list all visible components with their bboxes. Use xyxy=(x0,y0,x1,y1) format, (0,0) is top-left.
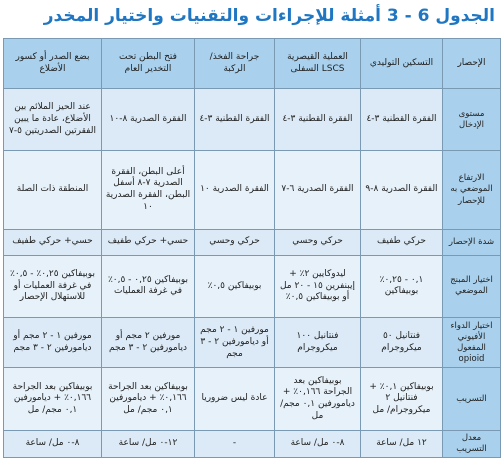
table-cell: المنطقة ذات الصلة xyxy=(4,151,102,229)
column-header-hip-knee-surgery: جراحة الفخذ/ الركبة xyxy=(195,39,275,89)
table-cell: حركي طفيف xyxy=(361,229,443,255)
table-cell: فنتانيل ١٠٠ ميكروجرام xyxy=(275,318,361,368)
row-header-block-height: الارتفاع الموضعي به للإحصار xyxy=(443,151,501,229)
table-cell: الفقرة القطنية ٣-٤ xyxy=(195,89,275,151)
table-cell: بوبيفاكين بعد الجراحة ٠,١٦٦٪ + ديامورفين ٠,١ مجم/ مل xyxy=(102,368,195,430)
row-header-infusion-rate: معدل التسريب xyxy=(443,430,501,457)
table-cell: حركي وحسي xyxy=(195,229,275,255)
row-header-opioid: اختيار الدواء الأفيوني المفعول opioid xyxy=(443,318,501,368)
column-header-laparotomy: فتح البطن تحت التخدير العام xyxy=(102,39,195,89)
table-cell: ١٢-٠ مل/ ساعة xyxy=(102,430,195,457)
table-cell: بوبيفاكين ٠,٢٥ - ٠,٥٪ في غرفة العمليات xyxy=(102,255,195,317)
table-cell: الفقرة الصدرية ١٠ xyxy=(195,151,275,229)
table-cell: حركي وحسي xyxy=(275,229,361,255)
table-cell: - xyxy=(195,430,275,457)
table-cell: مورفين ٢ مجم أو ديامورفين ٢ - ٣ مجم xyxy=(102,318,195,368)
table-cell: مورفين ١ - ٢ مجم أو ديامورفين ٢ - ٣ مجم xyxy=(195,318,275,368)
table-cell: عادة ليس ضروريا xyxy=(195,368,275,430)
table-cell: ٨-٠ مل/ ساعة xyxy=(275,430,361,457)
table-cell: الفقرة الصدرية ٨-١٠ xyxy=(102,89,195,151)
table-cell: بوبيفاكين ٠,٢٥٪ - ٠,٥٪ في غرفة العمليات أو للاستهلال الإحصار xyxy=(4,255,102,317)
column-header-lscs: العملية القيصرية LSCS السفلى xyxy=(275,39,361,89)
table-cell: ٠,١ - ٠,٢٥٪ بوبيفاكين xyxy=(361,255,443,317)
row-header-infusion: التسريب xyxy=(443,368,501,430)
table-cell: الفقرة الصدرية ٨-٩ xyxy=(361,151,443,229)
table-cell: حسي+ حركي طفيف xyxy=(4,229,102,255)
column-header-thoracotomy: بضع الصدر أو كسور الأضلاع xyxy=(4,39,102,89)
row-header-local-anesthetic: اختيار المبنج الموضعي xyxy=(443,255,501,317)
table-cell: بوبيفاكين ٠,٥٪ xyxy=(195,255,275,317)
column-header-obstetric-analgesia: التسكين التوليدي xyxy=(361,39,443,89)
table-cell: الفقرة القطنية ٣-٤ xyxy=(275,89,361,151)
table-cell: أعلى البطن، الفقرة الصدرية ٧-٨ أسفل البطن، الفقرة الصدرية ١٠ xyxy=(102,151,195,229)
row-header-insertion-level: مستوى الإدخال xyxy=(443,89,501,151)
page-title: الجدول 6 - 3 أمثلة للإجراءات والتقنيات واختيار المخدر xyxy=(43,6,495,26)
table-cell: الفقرة القطنية ٣-٤ xyxy=(361,89,443,151)
table-cell: بوبيفاكين بعد الجراحة ٠,١٦٦٪ + ديامورفين ٠,١ مجم/ مل xyxy=(4,368,102,430)
table-cell: ١٢ مل/ ساعة xyxy=(361,430,443,457)
table-cell: ليدوكايين ٢٪ + إيبنفرين ١٥ - ٢٠ مل أو بوبيفاكين ٠,٥٪ xyxy=(275,255,361,317)
column-header-block: الإحصار xyxy=(443,39,501,89)
table-cell: حسي+ حركي طفيف xyxy=(102,229,195,255)
procedures-table xyxy=(3,38,501,458)
table-cell: بوبيفاكين ٠,١٪ + فنتانيل ٢ ميكروجرام/ مل xyxy=(361,368,443,430)
table-cell: مورفين ١ - ٢ مجم أو ديامورفين ٢ - ٣ مجم xyxy=(4,318,102,368)
table-cell: عند الحيز الملائم بين الأضلاع، عادة ما يبين الفقرتين الصدريتين ٥-٧ xyxy=(4,89,102,151)
table-cell: بوبيفاكين بعد الجراحة ٠,١٦٦٪ + ديامورفين ٠,١ مجم/ مل xyxy=(275,368,361,430)
table-cell: فنتانيل ٥٠ ميكروجرام xyxy=(361,318,443,368)
table-cell: ٨-٠ مل/ ساعة xyxy=(4,430,102,457)
table-cell: الفقرة الصدرية ٦-٧ xyxy=(275,151,361,229)
row-header-block-intensity: شدة الإحصار xyxy=(443,229,501,255)
